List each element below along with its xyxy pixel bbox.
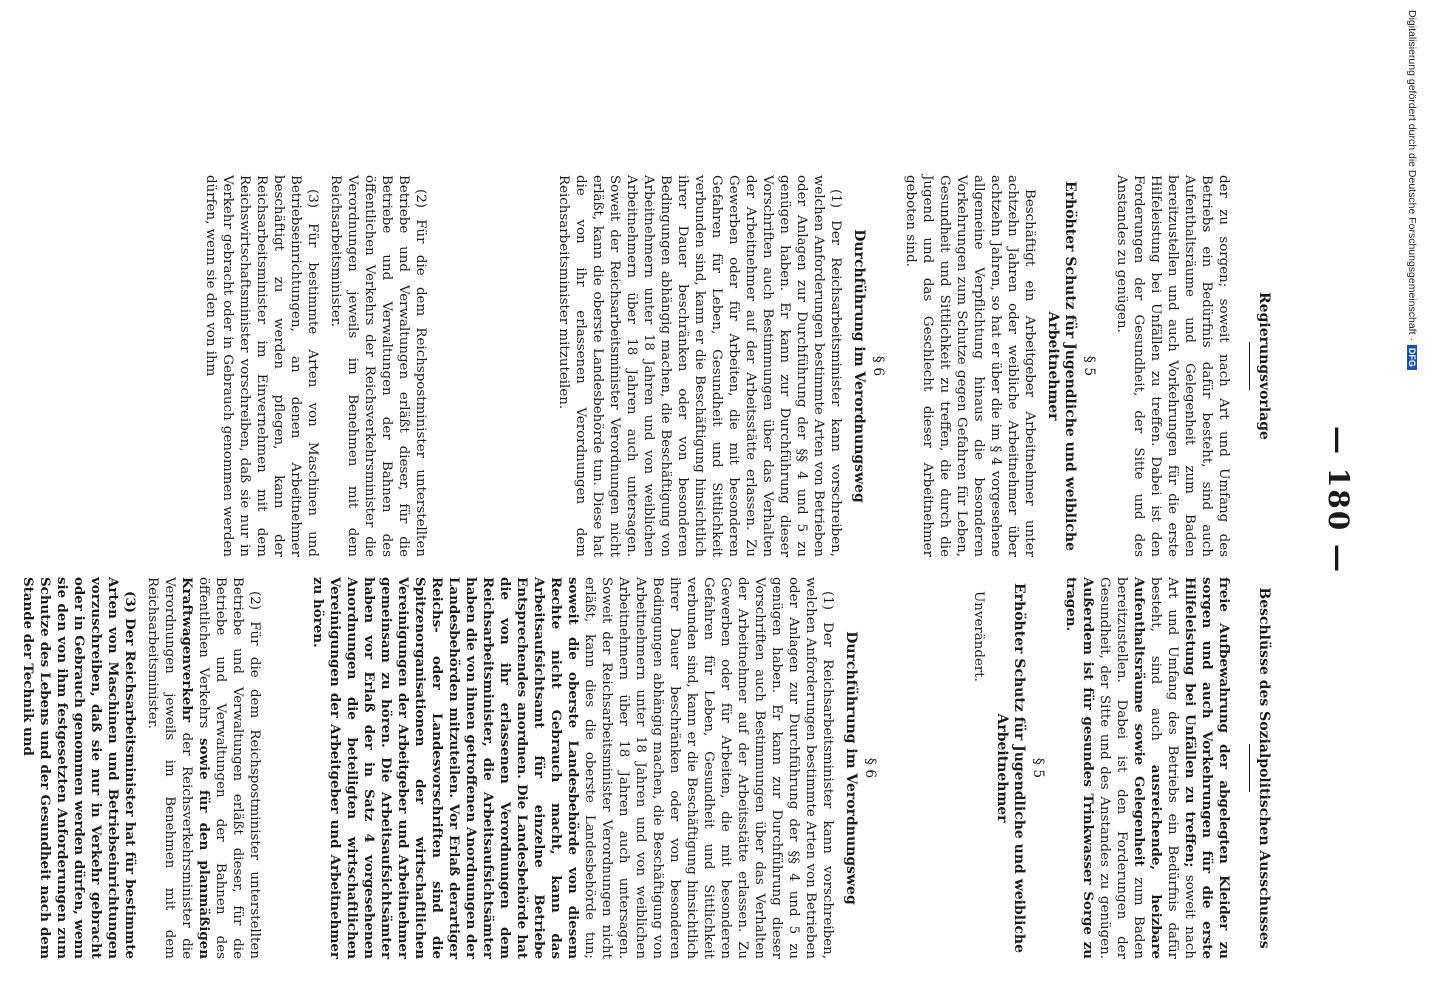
spacer <box>263 577 303 959</box>
right-intro-plain-2: zum Baden bereitzustellen. Dabei ist den Forderungen der Gesundheit, der Sitte und des Anstandes zu genügen. <box>1097 577 1146 959</box>
right-s6-para-2-end: der Reichsverkehrsminister die Verordnungen jeweils im Benehmen mit dem Reichsarbeitsminister. <box>145 577 194 959</box>
header-rule <box>1249 744 1250 792</box>
right-s6-para-1-plain: (1) Der Reichsarbeitsminister kann vorschreiben, welchen Anforderungen bestimmte Arten von Betrieben oder Anlagen zur Durchführung der §§ 4 und 5 zu genügen haben. Er kann zur Durchführung dieser Vorschriften auch Bestimmungen über das Verhalten der Arbeitnehmer auf der Arbeitsstätte erlassen. Zu Gewerben oder für Arbeiten, die mit besonderen Gefahren für Leben, Gesundheit und Sittlichkeit verbunden sind, kann er die Beschäftigung hinsichtlich ihrer Dauer beschränken oder von besonderen Bedingungen abhängig machen, die Beschäftigung von Arbeitnehmern unter 18 Jahren und von weiblichen Arbeitnehmern über 18 Jahren auch untersagen. Soweit der Reichsarbeitsminister Verordnungen nicht erläßt, kann dies die oberste Landesbehörde tun; <box>582 577 835 959</box>
left-s5-title: Erhöhter Schutz für Jugendliche und weibliche Arbeitnehmer <box>1045 180 1078 552</box>
right-s6-title: Durchführung im Verordnungsweg <box>843 631 859 905</box>
page-number: — 180 — <box>1322 426 1355 574</box>
left-s6-para-3: (3) Für bestimmte Arten von Maschinen und Betriebseinrichtungen, an denen Arbeitnehmer beschäftigt zu werden pflegen, kann der Reichsarbeitsminister im Einvernehmen mit dem Reichswirtschaftsminister vorschreiben, daß sie nur in Verkehr gebracht oder in Gebrauch genommen werden dürfen, wenn sie den von ihm <box>203 175 320 557</box>
right-s6-para-1 <box>309 577 836 959</box>
left-s6-para-2: (2) Für die dem Reichspostminister unterstellten Betriebe und Verwaltungen erläßt dieser, für die Betriebe und Verwaltungen der Bahnen des öffentlichen Verkehrs der Reichsverkehrsminister die Verordnungen jeweils im Benehmen mit dem Reichsarbeitsminister. <box>328 175 428 557</box>
left-header-text: Regierungsvorlage <box>1256 292 1272 440</box>
right-intro-bold-2: ausreichende, heizbare Aufenthaltsräume sowie Gelegenheit <box>1131 577 1164 959</box>
right-column <box>13 577 1232 959</box>
left-s6-number: § 6 <box>870 355 886 377</box>
left-s5-number: § 5 <box>1081 355 1097 377</box>
right-s5-text: Unverändert. <box>971 591 986 682</box>
right-s6-para-2 <box>144 577 263 959</box>
stamp-line <box>1406 10 1418 370</box>
left-intro: der zu sorgen; soweit nach Art und Umfang des Betriebs ein Bedürfnis dafür besteht, sind auch Aufenthaltsräume und Gelegenheit zum Baden bereitzustellen und auch Vorkehrungen für die erste Hilfeleistung bei Unfällen zu treffen. Dabei ist den Forderungen der Gesundheit, der Sitte und des Anstandes zu genügen. <box>1114 175 1231 557</box>
left-s5-text: Beschäftigt ein Arbeitgeber Arbeitnehmer unter achtzehn Jahren oder weibliche Arbeitnehmer über achtzehn Jahren, so hat er über die im § 4 vorgesehene allgemeine Verpflichtung hinaus die besonderen Vorkehrungen zum Schutze gegen Gefahren für Leben, Gesundheit und Sittlichkeit zu treffen, die durch die Jugend und das Geschlecht dieser Arbeitnehmer geboten sind. <box>903 175 1037 557</box>
right-intro <box>1062 577 1232 959</box>
right-s6-number: § 6 <box>862 757 878 779</box>
left-column <box>196 175 1232 557</box>
right-header-text: Beschlüsse des Sozialpolitischen Ausschusses <box>1256 587 1272 949</box>
right-s5-title: Erhöhter Schutz für Jugendliche und weibliche Arbeitnehmer <box>994 582 1027 954</box>
dfg-logo: DFG <box>1407 345 1417 370</box>
right-s6-para-2-plain: (2) Für die dem Reichspostminister unterstellten Betriebe und Verwaltungen erläßt dieser, für die Betriebe und Verwaltungen der Bahnen des öffentlichen Verkehrs <box>196 577 262 959</box>
left-s6-para-1: (1) Der Reichsarbeitsminister kann vorschreiben, welchen Anforderungen bestimmte Arten von Betrieben oder Anlagen zur Durchführung der §§ 4 und 5 zu genügen haben. Er kann zur Durchführung dieser Vorschriften auch Bestimmungen über das Verhalten der Arbeitnehmer auf der Arbeitsstätte erlassen. Zu Gewerben oder für Arbeiten, die mit besonderen Gefahren für Leben, Gesundheit und Sittlichkeit verbunden sind, kann er die Beschäftigung hinsichtlich ihrer Dauer beschränken oder von besonderen Bedingungen abhängig machen, die Beschäftigung von Arbeitnehmern unter 18 Jahren und von weiblichen Arbeitnehmern über 18 Jahren auch untersagen. Soweit der Reichsarbeitsminister Verordnungen nicht erläßt, kann die oberste Landesbehörde tun. Diese hat die von ihr erlassenen Verordnungen dem Reichsarbeitsminister mitzuteilen. <box>556 175 843 557</box>
left-column-header <box>1249 175 1272 557</box>
document-page <box>20 70 1367 959</box>
right-s5-number: § 5 <box>1030 757 1046 779</box>
right-s6-para-3: (3) Der Reichsarbeitsminister hat für bestimmte Arten von Maschinen und Betriebseinrichtungen vorzuschreiben, daß sie nur in Verkehr gebracht oder in Gebrauch genommen werden dürfen, wenn sie den von ihm festgesetzten Anforderungen zum Schutze des Lebens und der Gesundheit nach dem Stande der Technik und <box>20 577 138 959</box>
right-intro-plain-1: soweit nach Art und Umfang des Betriebs ein Bedürfnis dafür besteht, sind auch <box>1148 577 1197 959</box>
left-s6-title: Durchführung im Verordnungsweg <box>851 229 867 503</box>
right-intro-bold-1: freie Aufbewahrung der abgelegten Kleider zu sorgen und auch Vorkehrungen für die erste Hilfeleistung bei Unfällen zu treffen; <box>1182 577 1232 959</box>
spacer <box>894 577 964 959</box>
digitization-stamp <box>1406 10 1430 390</box>
right-column-header <box>1249 577 1272 959</box>
right-intro-bold-3: Außerdem ist für gesundes Trinkwasser Sorge zu tragen. <box>1063 577 1096 959</box>
header-rule <box>1249 342 1250 390</box>
right-s6-para-2-bold: sowie für den planmäßigen Kraftwagenverkehr <box>179 577 212 959</box>
stamp-text: Digitalisierung gefördert durch die Deutsche Forschungsgemeinschaft · <box>1406 10 1418 341</box>
spacer <box>429 175 549 557</box>
right-s6-para-1-bold: soweit die oberste Landesbehörde von diesem Rechte nicht Gebrauch macht, kann das Arbeitsaufsichtsamt für einzelne Betriebe Entsprechendes anordnen. Die Landesbehörde hat die von ihr erlassenen Verordnungen dem Reichsarbeitsminister, die Arbeitsaufsichtsämter haben die von ihnen getroffenen Anordnungen der Landesbehörden mitzuteilen. Vor Erlaß derartiger Reichs- oder Landesvorschriften sind die Spitzenorganisationen der wirtschaftlichen Vereinigungen der Arbeitgeber und Arbeitnehmer gemeinsam zu hören. Die Arbeitsaufsichtsämter haben vor Erlaß der in Satz 4 vorgesehenen Anordnungen die beteiligten wirtschaftlichen Vereinigungen der Arbeitgeber und Arbeitnehmer zu hören. <box>310 577 581 959</box>
